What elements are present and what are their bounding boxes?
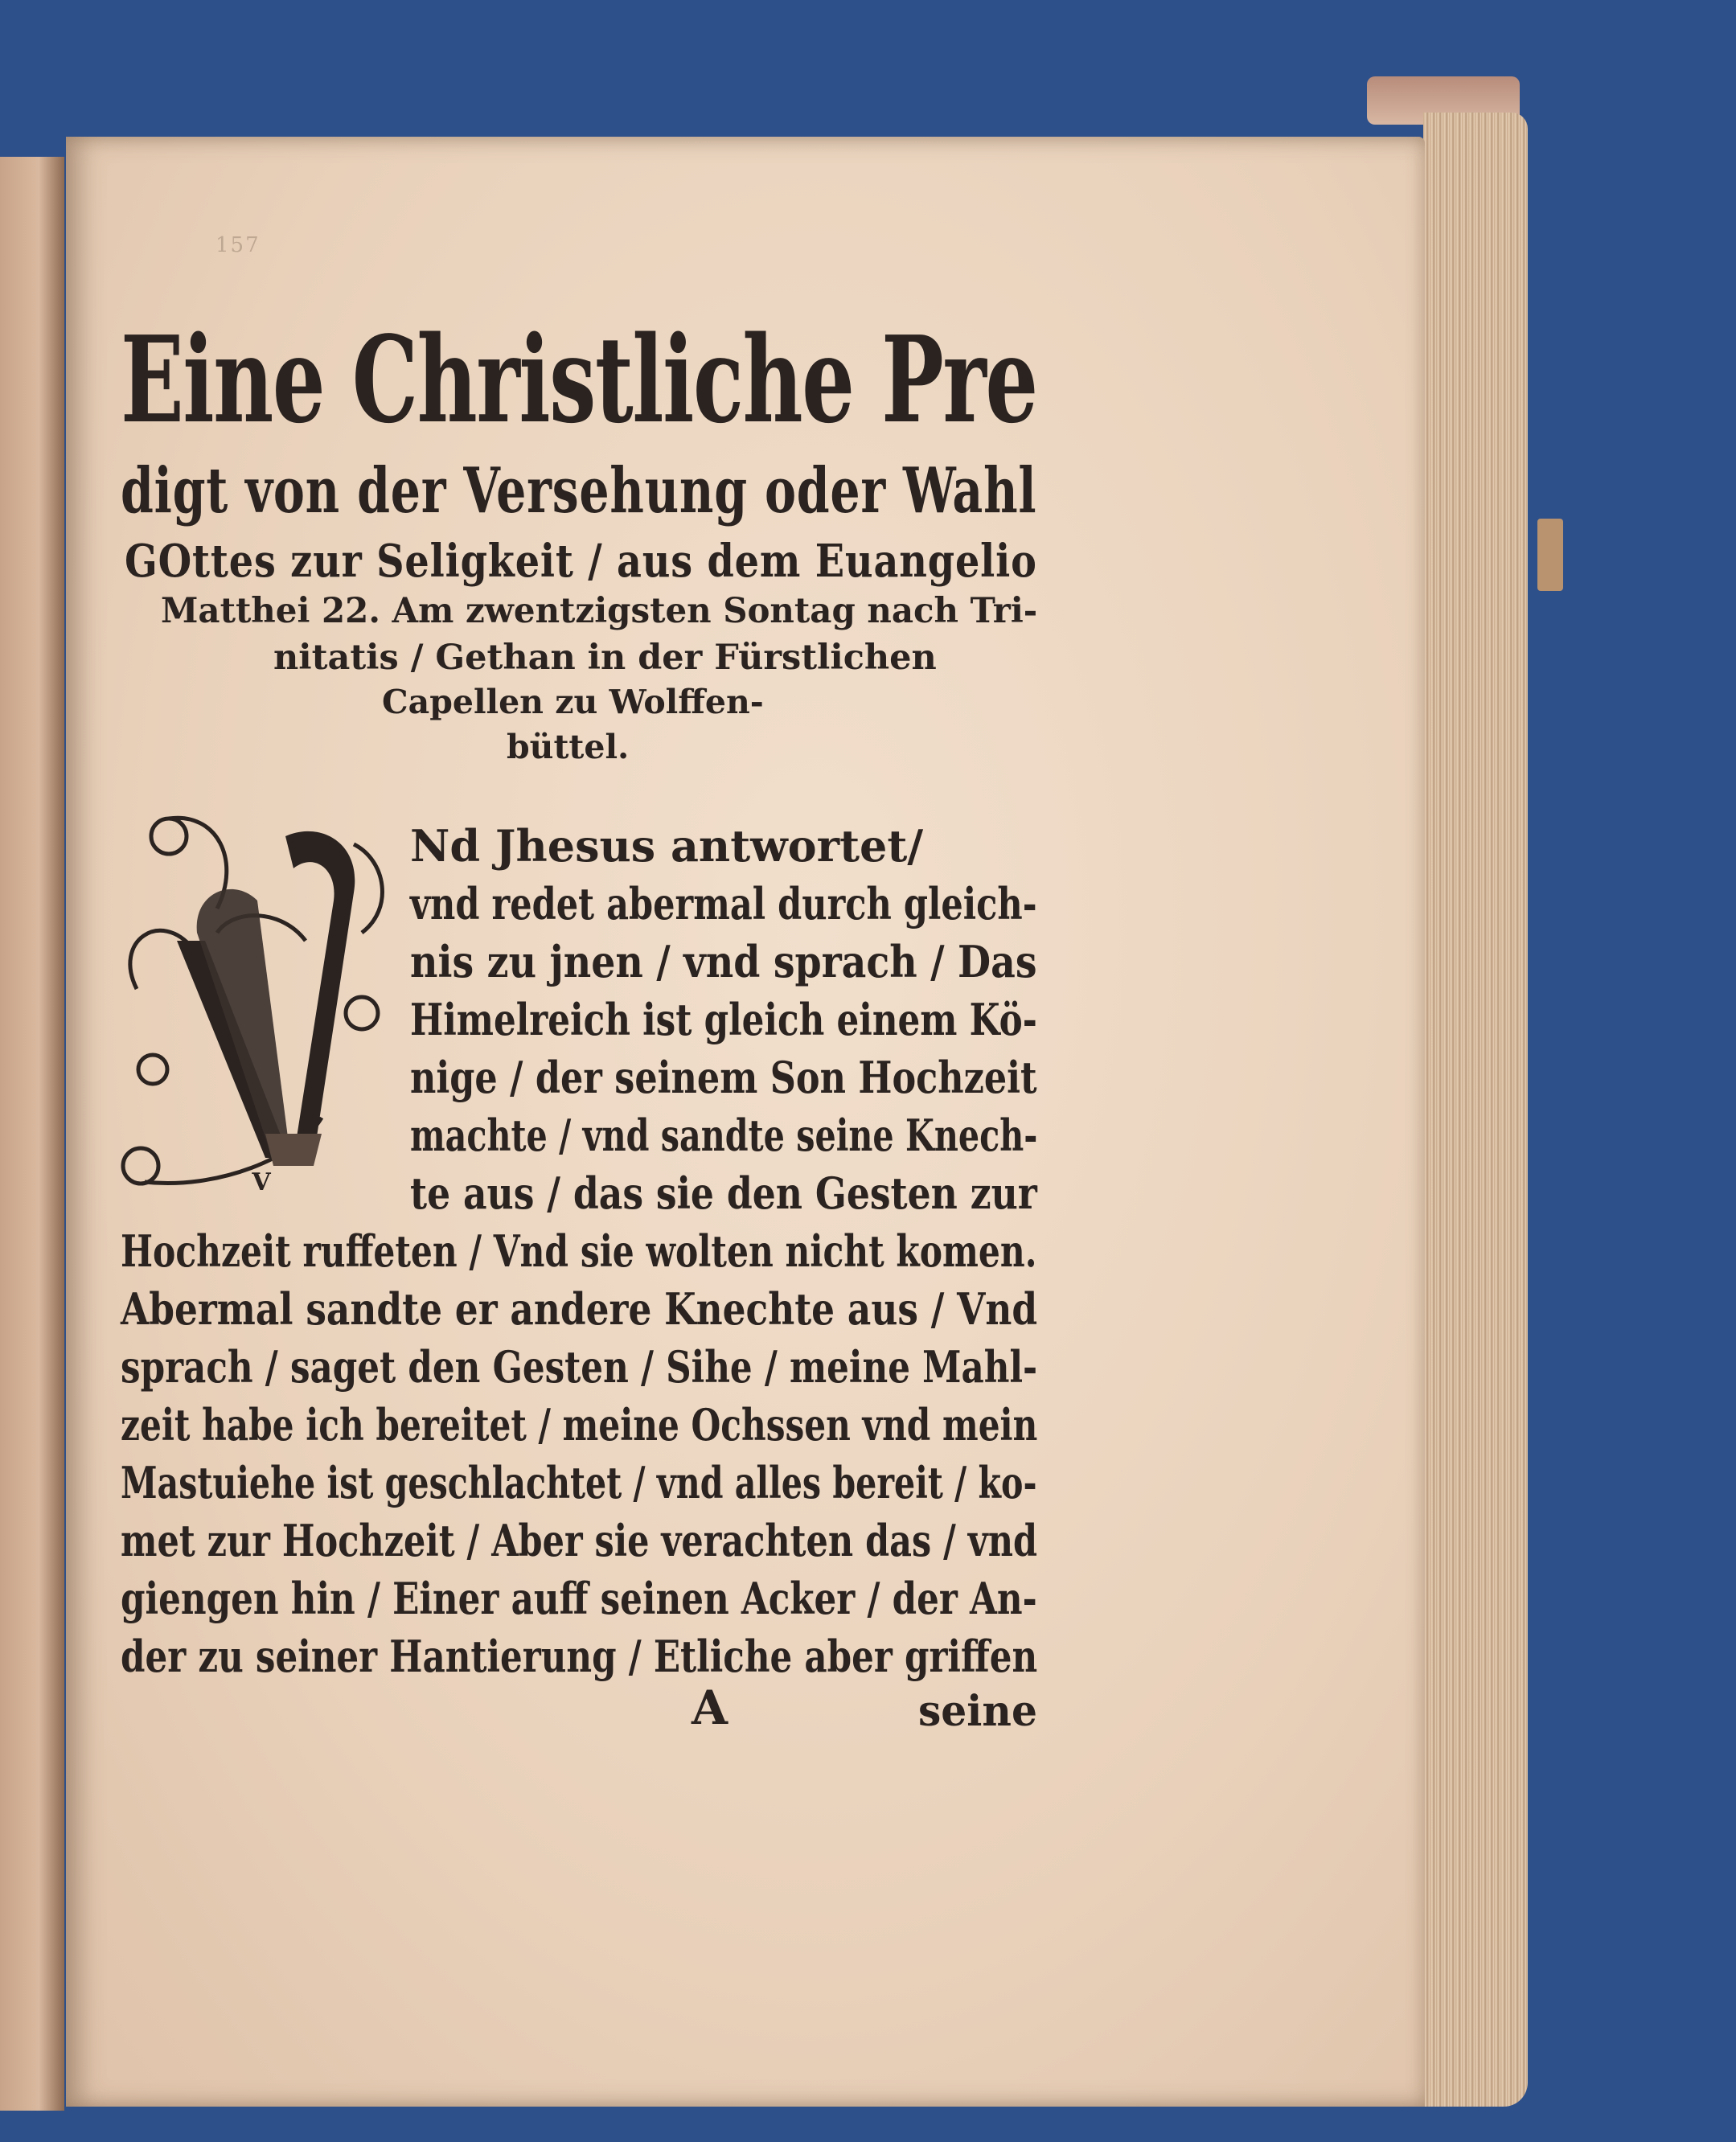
facing-page-edge — [0, 157, 64, 2111]
title-line-4: Matthei 22. Am zwentzigsten Sontag nach Tri- — [161, 591, 1038, 631]
body-line: Himelreich ist gleich einem Kö- — [410, 994, 1037, 1045]
body-line: vnd redet abermal durch gleich- — [410, 878, 1037, 929]
body-line: giengen hin / Einer auff seinen Acker / der An- — [121, 1573, 1037, 1624]
title-line-7: büttel. — [507, 728, 630, 766]
title-line-5: nitatis / Gethan in der Fürstlichen — [273, 638, 937, 678]
title-line-3: GOttes zur Seligkeit / aus dem Euangelio — [125, 535, 1037, 588]
body-line: der zu seiner Hantierung / Etliche aber griffen — [121, 1631, 1038, 1682]
title-line-6: Capellen zu Wolffen- — [382, 683, 764, 721]
body-line: machte / vnd sandte seine Knech- — [410, 1110, 1038, 1161]
body-line: Nd Jhesus antwortet/ — [410, 820, 924, 872]
signature-mark: A — [692, 1680, 728, 1735]
page-block-edges — [1423, 113, 1528, 2107]
decorated-initial-v — [121, 812, 402, 1198]
title-line-2: digt von der Versehung oder Wahl — [121, 454, 1037, 527]
body-line: te aus / das sie den Gesten zur — [410, 1167, 1037, 1219]
body-line: Hochzeit ruffeten / Vnd sie wolten nicht komen. — [121, 1225, 1037, 1277]
body-line: Mastuiehe ist geschlachtet / vnd alles bereit / ko- — [121, 1457, 1037, 1508]
body-line: zeit habe ich bereitet / meine Ochssen vnd mein — [121, 1399, 1038, 1451]
body-line: sprach / saget den Gesten / Sihe / meine Mahl- — [121, 1341, 1038, 1393]
initial-letter-text: V — [252, 1168, 271, 1196]
body-line: nis zu jnen / vnd sprach / Das — [410, 936, 1037, 987]
body-line: Abermal sandte er andere Knechte aus / Vnd — [121, 1283, 1038, 1335]
title-line-1: Eine Christliche Pre — [121, 310, 1037, 449]
body-line: met zur Hochzeit / Aber sie verachten das / vnd — [121, 1515, 1038, 1566]
catchword: seine — [918, 1687, 1037, 1736]
folio-number: 157 — [215, 233, 261, 257]
bookmark-tab — [1537, 519, 1563, 591]
body-line: nige / der seinem Son Hochzeit — [410, 1052, 1037, 1103]
